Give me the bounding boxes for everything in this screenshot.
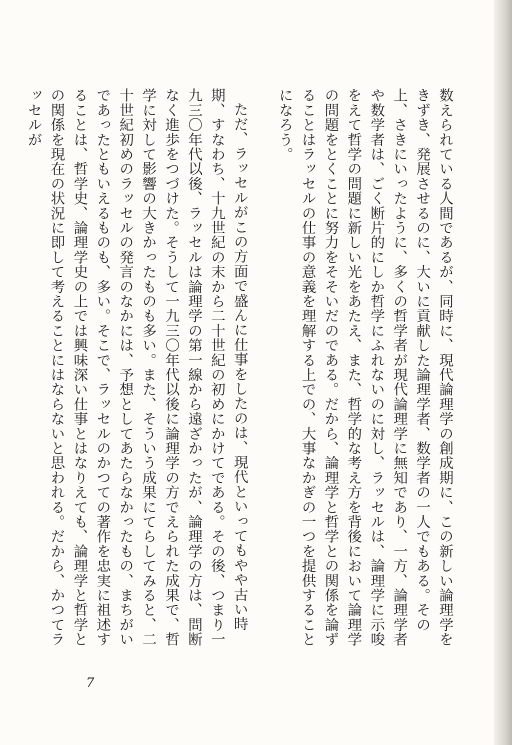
page-number: 7: [86, 676, 95, 691]
vertical-text-body: [25, 88, 456, 648]
paragraph-1: 数えられている人間であるが、同時に、現代論理学の創成期に、この新しい論理学をきずき、発展させるのに、大いに貢献した論理学者、数学者の一人でもある。その上、さきにいったように、多くの哲学者が現代論理学に無知であり、一方、論理学者や数学者は、ごく断片的にしか哲学にふれないのに対し、ラッセルは、論理学に示唆をえて哲学の問題に新しい光をあたえ、また、哲学的な考え方を背後において論理学の問題をとくことに努力をそそいだのである。だから、論理学と哲学との関係を論ずることはラッセルの仕事の意義を理解する上での、大事なかぎの一つを提供することになろう。: [276, 88, 453, 647]
page-edge-shadow: [494, 0, 512, 745]
paragraph-2: ただ、ラッセルがこの方面で盛んに仕事をしたのは、現代といってもやや古い時期、すなわち、十九世紀の末から二十世紀の初めにかけてである。その後、つまり一九三〇年代以後、ラッセルは論理学の第一線から遠ざかったが、論理学の方は、問断なく進歩をつづけた。そうして一九三〇年代以後に論理学の方でえられた成果で、哲学に対して影響の大きかったものも多い。また、そういう成果にてらしてみると、二十世紀初めのラッセルの発言のなかには、予想としてあたらなかったもの、まちがいであったともいえるものも、多い。そこで、ラッセルのかつての著作を忠実に祖述することは、哲学史、論理学史の上では興味深い仕事とはなりえても、論理学と哲学との関係を現在の状況に即して考えることにはならないと思われる。だから、かつてラッセルが: [25, 88, 248, 647]
